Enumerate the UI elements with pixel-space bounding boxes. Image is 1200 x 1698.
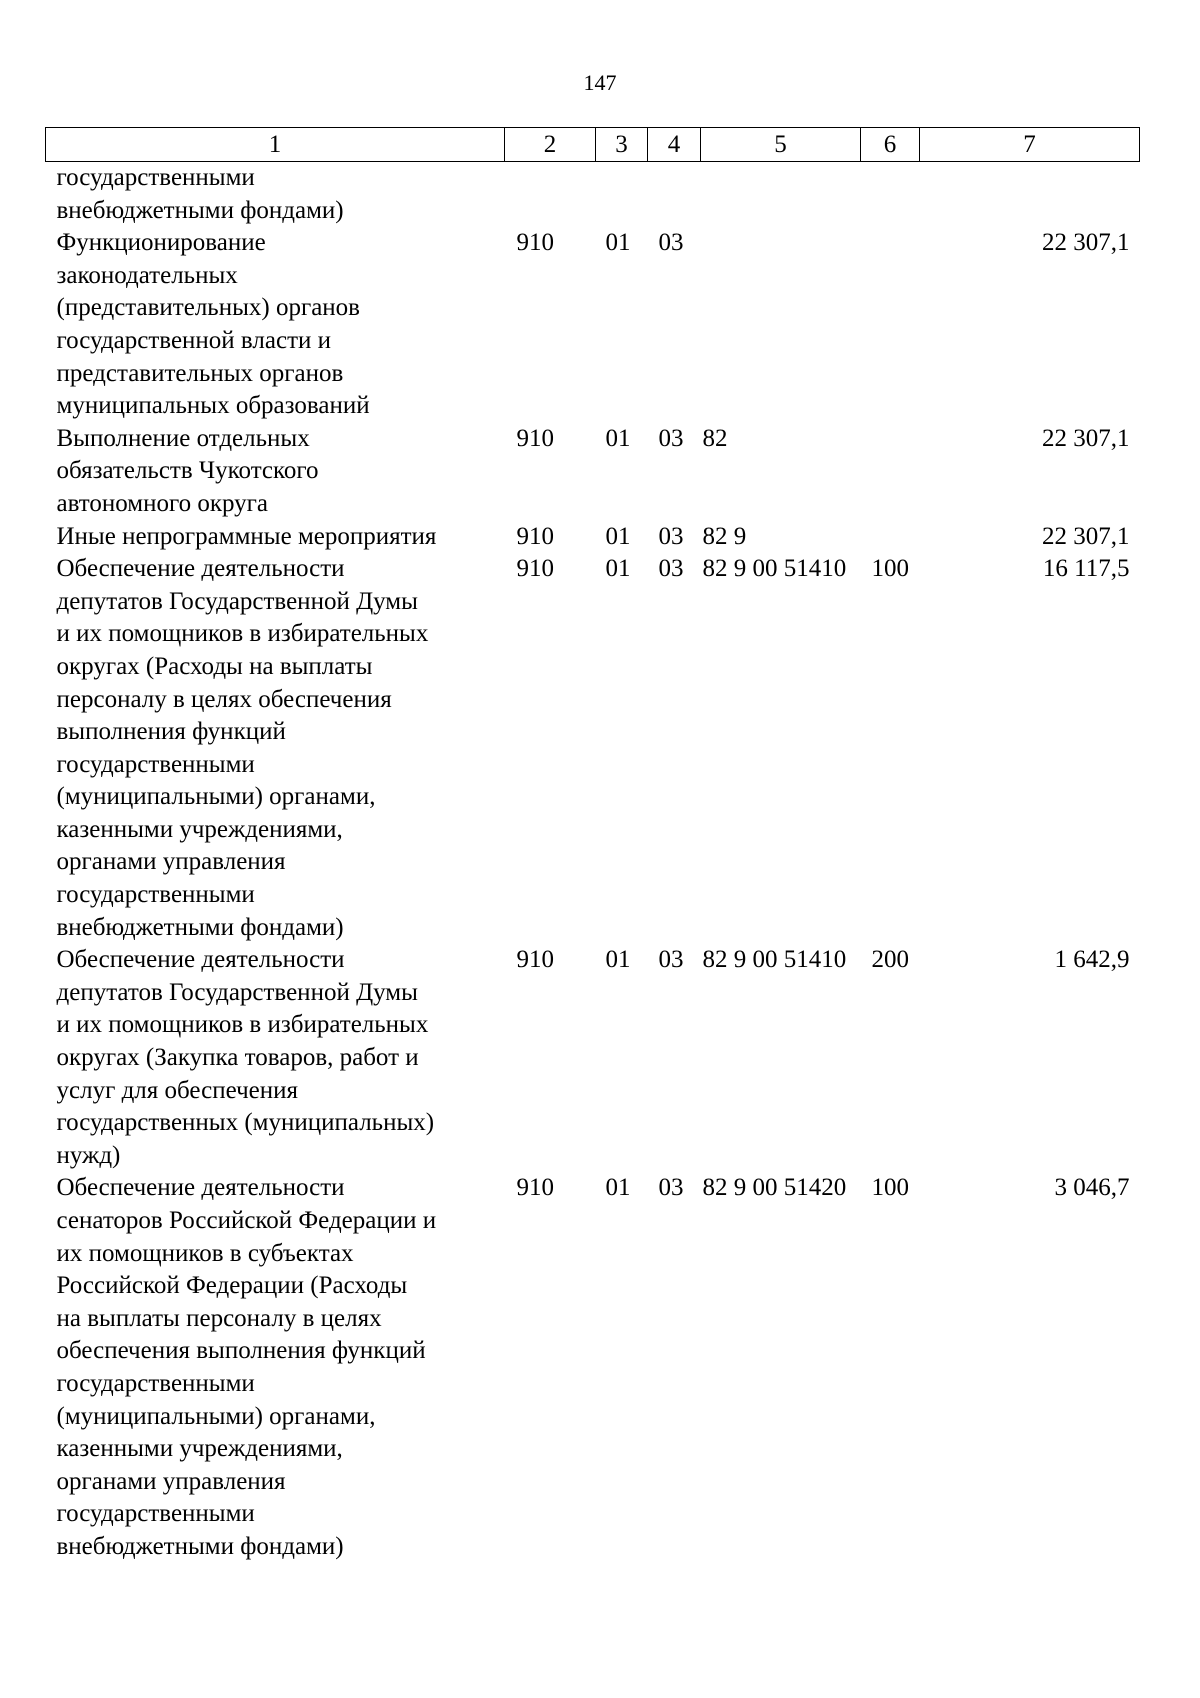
row-name-line: Выполнение отдельных (56, 424, 310, 452)
row-code-subsection: 03 (658, 1174, 684, 1202)
row-code-chapter: 910 (516, 229, 554, 257)
column-header-4: 4 (648, 128, 701, 162)
row-code-chapter: 910 (516, 424, 554, 452)
row-code-subsection: 03 (658, 522, 684, 550)
row-name-line: государственными (56, 1500, 255, 1528)
column-header-6: 6 (861, 128, 920, 162)
table-row (46, 1172, 1140, 1563)
row-code-section: 01 (605, 522, 631, 550)
row-name-line: Обеспечение деятельности (56, 555, 345, 583)
row-name-line: и их помощников в избирательных (56, 1011, 429, 1039)
row-code-subsection: 03 (658, 555, 684, 583)
row-code-chapter: 910 (516, 1174, 554, 1202)
row-name-line: (муниципальными) органами, (56, 783, 376, 811)
row-name-line: представительных органов (56, 359, 344, 387)
row-code-target-item: 82 9 00 51410 (702, 555, 847, 583)
row-name-line: Обеспечение деятельности (56, 1174, 345, 1202)
row-name (46, 944, 505, 1172)
row-code-expense-type (861, 423, 920, 521)
row-name-line: государственными (56, 1369, 255, 1397)
row-code-section: 01 (605, 946, 631, 974)
row-name (46, 227, 505, 423)
column-header-1: 1 (46, 128, 505, 162)
table-row (46, 227, 1140, 423)
row-code-expense-type (861, 521, 920, 554)
row-name-line: услуг для обеспечения (56, 1076, 299, 1104)
page-number: 147 (583, 70, 617, 95)
row-amount: 22 307,1 (1042, 522, 1130, 550)
row-code-expense-type: 100 (871, 1174, 909, 1202)
row-name-line: их помощников в субъектах (56, 1239, 354, 1267)
row-name-line: Функционирование (56, 229, 266, 257)
row-name-line: автономного округа (56, 489, 269, 517)
table-row (46, 423, 1140, 521)
row-name-line: Российской Федерации (Расходы (56, 1272, 408, 1300)
row-code-subsection (648, 162, 701, 228)
row-amount: 16 117,5 (1042, 555, 1130, 583)
column-header-7: 7 (920, 128, 1140, 162)
row-code-target-item: 82 9 00 51420 (702, 1174, 847, 1202)
row-name-line: государственными (56, 750, 255, 778)
row-name-line: нужд) (56, 1141, 121, 1169)
column-header-3: 3 (596, 128, 648, 162)
row-code-target-item: 82 (702, 424, 728, 452)
row-name-line: депутатов Государственной Думы (56, 978, 418, 1006)
row-name-line: округах (Закупка товаров, работ и (56, 1044, 419, 1072)
table-row (46, 553, 1140, 944)
row-name-line: депутатов Государственной Думы (56, 587, 418, 615)
row-name-line: округах (Расходы на выплаты (56, 652, 373, 680)
row-code-subsection: 03 (658, 424, 684, 452)
row-name-line: государственными (56, 164, 255, 191)
budget-table (45, 127, 1140, 1564)
row-code-chapter: 910 (516, 522, 554, 550)
row-name (46, 553, 505, 944)
row-amount: 22 307,1 (1042, 229, 1130, 257)
header-row (46, 128, 1140, 162)
row-name-line: муниципальных образований (56, 392, 370, 420)
row-code-section: 01 (605, 555, 631, 583)
row-code-section (596, 162, 648, 228)
table-row (46, 162, 1140, 228)
row-code-chapter: 910 (516, 946, 554, 974)
row-name-line: казенными учреждениями, (56, 1435, 343, 1463)
row-name-line: внебюджетными фондами) (56, 1532, 344, 1560)
row-name-line: внебюджетными фондами) (56, 913, 344, 941)
row-name-line: персоналу в целях обеспечения (56, 685, 392, 713)
row-code-subsection: 03 (658, 946, 684, 974)
row-name-line: (представительных) органов (56, 294, 360, 322)
row-name-line: органами управления (56, 1467, 286, 1495)
row-name-line: выполнения функций (56, 718, 286, 746)
row-name-line: законодательных (56, 261, 238, 289)
row-code-target-item (701, 162, 861, 228)
row-name-line: государственной власти и (56, 326, 331, 354)
column-header-5: 5 (701, 128, 861, 162)
row-name-line: органами управления (56, 848, 286, 876)
row-code-subsection: 03 (658, 229, 684, 257)
row-name-line: Обеспечение деятельности (56, 946, 345, 974)
row-code-target-item: 82 9 (702, 522, 747, 550)
row-name-line: государственных (муниципальных) (56, 1109, 435, 1137)
row-code-section: 01 (605, 1174, 631, 1202)
table-row (46, 944, 1140, 1172)
row-name (46, 423, 505, 521)
row-name (46, 162, 505, 228)
row-amount: 1 642,9 (1054, 946, 1130, 974)
row-name-line: и их помощников в избирательных (56, 620, 429, 648)
row-name-line: казенными учреждениями, (56, 815, 343, 843)
table-body (46, 162, 1140, 1564)
row-code-target-item (701, 227, 861, 423)
row-code-chapter: 910 (516, 555, 554, 583)
row-code-expense-type: 100 (871, 555, 909, 583)
row-name-line: обязательств Чукотского (56, 457, 319, 485)
row-code-expense-type (861, 162, 920, 228)
row-name-line: сенаторов Российской Федерации и (56, 1207, 437, 1234)
row-name (46, 1172, 505, 1563)
row-name-line: Иные непрограммные мероприятия (56, 522, 437, 550)
row-code-section: 01 (605, 229, 631, 257)
row-code-chapter (505, 162, 596, 228)
row-code-expense-type: 200 (871, 946, 909, 974)
row-name-line: обеспечения выполнения функций (56, 1337, 426, 1365)
row-code-expense-type (861, 227, 920, 423)
row-code-section: 01 (605, 424, 631, 452)
table-row (46, 521, 1140, 554)
row-name-line: внебюджетными фондами) (56, 196, 344, 224)
row-code-target-item: 82 9 00 51410 (702, 946, 847, 974)
row-amount: 3 046,7 (1054, 1174, 1130, 1202)
row-name-line: на выплаты персоналу в целях (56, 1304, 382, 1332)
row-name-line: (муниципальными) органами, (56, 1402, 376, 1430)
column-header-2: 2 (505, 128, 596, 162)
row-name (46, 521, 505, 554)
row-amount: 22 307,1 (1042, 424, 1130, 452)
row-name-line: государственными (56, 881, 255, 909)
row-amount (920, 162, 1140, 228)
